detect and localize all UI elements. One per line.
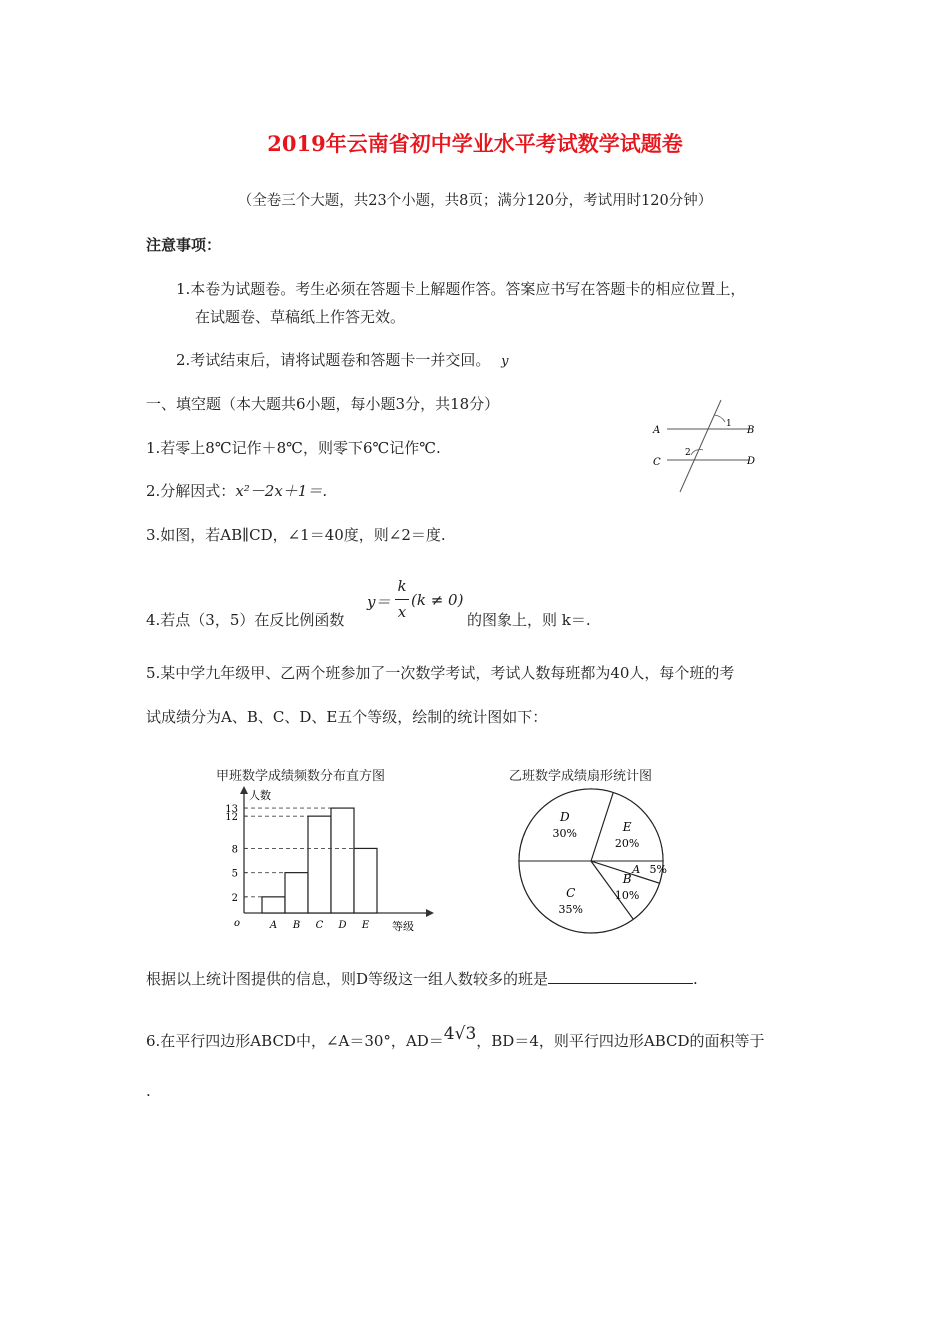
exam-meta: （全卷三个大题，共23个小题，共8页；满分120分，考试用时120分钟） bbox=[237, 193, 713, 209]
bar-D bbox=[331, 808, 354, 913]
question-6 bbox=[146, 1024, 765, 1051]
x-tick-label-E: E bbox=[361, 920, 370, 931]
page-title: 2019年云南省初中学业水平考试数学试题卷 bbox=[267, 131, 683, 156]
pie-label-C: C bbox=[566, 885, 576, 900]
bar-E bbox=[354, 848, 377, 913]
label-angle-1: 1 bbox=[726, 419, 732, 429]
section-1-heading: 一、填空题（本大题共6小题，每小题3分，共18分） bbox=[146, 395, 500, 413]
origin-label: o bbox=[234, 918, 241, 929]
question-1: 1.若零上8℃记作＋8℃，则零下6℃记作℃. bbox=[146, 439, 441, 457]
x-tick-label-B: B bbox=[292, 920, 301, 931]
pie-label-D: D bbox=[559, 809, 570, 824]
y-tick-label-8: 8 bbox=[231, 844, 238, 856]
y-tick-label-13: 13 bbox=[225, 804, 238, 816]
y-axis-label: 人数 bbox=[249, 789, 271, 802]
pie-chart bbox=[515, 782, 675, 942]
histogram-chart bbox=[216, 782, 446, 942]
formula-denominator: x bbox=[397, 603, 407, 621]
label-D: D bbox=[747, 456, 756, 467]
question-5-answer bbox=[146, 968, 698, 989]
question-5-line-1: 5.某中学九年级甲、乙两个班参加了一次数学考试，考试人数每班都为40人，每个班的考 bbox=[146, 664, 735, 682]
pie-label-E: E bbox=[622, 819, 632, 834]
notice-item-2-stray: y bbox=[501, 354, 509, 369]
bar-C bbox=[308, 816, 331, 913]
pie-value-B: 10% bbox=[614, 889, 640, 903]
question-2 bbox=[146, 480, 327, 501]
notice-item-1-line-2: 在试题卷、草稿纸上作答无效。 bbox=[195, 308, 406, 326]
pie-value-C: 35% bbox=[558, 902, 583, 916]
formula-lhs: y＝ bbox=[367, 593, 391, 611]
label-C: C bbox=[653, 457, 661, 468]
question-6-radical: 4√3 bbox=[443, 1024, 477, 1044]
question-3: 3.如图，若AB∥CD，∠1＝40度，则∠2＝度. bbox=[146, 526, 446, 544]
pie-value-A: 5% bbox=[649, 863, 667, 877]
pie-label-A: A bbox=[632, 863, 641, 877]
y-tick-label-5: 5 bbox=[231, 868, 238, 880]
parallel-lines-figure bbox=[645, 398, 770, 494]
label-angle-2: 2 bbox=[685, 448, 691, 458]
pie-label-B: B bbox=[622, 872, 632, 887]
pie-value-D: 30% bbox=[552, 826, 577, 840]
angle-1-arc bbox=[714, 415, 725, 422]
formula-condition: (k ≠ 0) bbox=[411, 591, 464, 609]
x-tick-label-D: D bbox=[338, 920, 347, 931]
question-4-prefix: 4.若点（3，5）在反比例函数 bbox=[146, 611, 345, 629]
formula-fraction-bar bbox=[395, 599, 409, 600]
question-2-prefix: 2.分解因式： bbox=[146, 482, 236, 500]
question-4-suffix: 的图象上，则 k＝. bbox=[467, 611, 591, 629]
label-A: A bbox=[653, 425, 661, 436]
notice-heading: 注意事项： bbox=[146, 236, 222, 254]
question-5-answer-text: 根据以上统计图提供的信息，则D等级这一组人数较多的班是 bbox=[146, 970, 549, 988]
question-6-end: . bbox=[146, 1082, 151, 1100]
histogram-title: 甲班数学成绩频数分布直方图 bbox=[216, 769, 386, 784]
question-2-expression: x²－2x＋1＝. bbox=[235, 482, 328, 500]
notice-item-1-line-1: 1.本卷为试题卷。考生必须在答题卡上解题作答。答案应书写在答题卡的相应位置上， bbox=[176, 280, 746, 298]
notice-item-2-text: 2.考试结束后，请将试题卷和答题卡一并交回。 bbox=[176, 351, 491, 369]
question-6-suffix: ，BD＝4，则平行四边形ABCD的面积等于 bbox=[476, 1032, 765, 1050]
question-5-answer-end: . bbox=[693, 970, 698, 988]
bar-B bbox=[285, 873, 308, 913]
question-5-line-2: 试成绩分为A、B、C、D、E五个等级，绘制的统计图如下： bbox=[146, 708, 548, 726]
x-axis-label: 等级 bbox=[392, 920, 414, 933]
notice-item-2 bbox=[176, 349, 508, 370]
question-6-prefix: 6.在平行四边形ABCD中，∠A＝30°，AD＝ bbox=[146, 1032, 444, 1050]
bar-A bbox=[262, 897, 285, 913]
x-tick-label-C: C bbox=[315, 920, 324, 931]
y-axis-arrow bbox=[240, 786, 248, 794]
label-B: B bbox=[747, 425, 755, 436]
x-tick-label-A: A bbox=[269, 920, 278, 931]
pie-value-E: 20% bbox=[614, 836, 640, 850]
answer-blank[interactable] bbox=[548, 969, 693, 984]
pie-chart-title: 乙班数学成绩扇形统计图 bbox=[509, 769, 653, 784]
y-tick-label-12: 12 bbox=[225, 812, 238, 824]
formula-numerator: k bbox=[397, 577, 407, 595]
y-tick-label-2: 2 bbox=[231, 892, 238, 904]
x-axis-arrow bbox=[426, 909, 434, 917]
